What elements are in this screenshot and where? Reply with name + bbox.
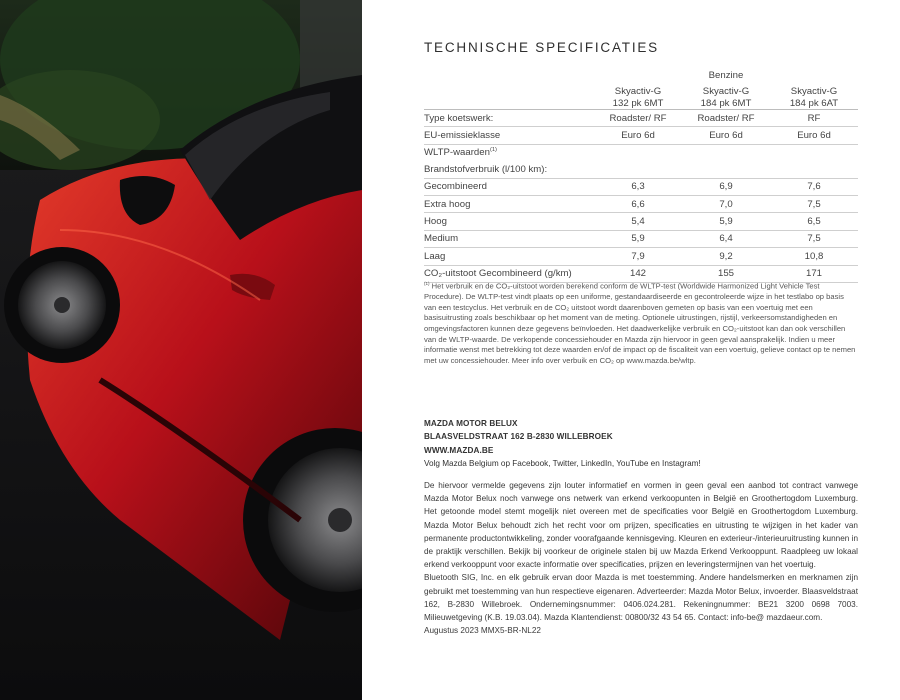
engine-header-row xyxy=(424,83,858,110)
table-row xyxy=(424,144,858,161)
cell-value xyxy=(594,161,682,178)
cell-value: 171 xyxy=(770,265,858,282)
car-photo xyxy=(0,0,362,700)
cell-value: Roadster/ RF xyxy=(682,110,770,127)
red-roadster-illustration xyxy=(0,0,362,700)
table-row xyxy=(424,248,858,265)
cell-value xyxy=(682,144,770,161)
row-label: EU-emissieklasse xyxy=(424,127,594,144)
cell-value: 6,6 xyxy=(594,195,682,212)
legal-disclaimer xyxy=(424,479,858,637)
cell-value: 10,8 xyxy=(770,248,858,265)
trademark-paragraph: Bluetooth SIG, Inc. en elk gebruik ervan door Mazda is met toestemming. Andere handelsmerken en merknamen zijn gebruikt met toestemming van hun respectieve eigenaren. Adverteerder: Mazda Motor Belux, invoerder. Blaasveldstraat 162, B-2830 Willebroek. Ondernemingsnummer: 0406.024.281. Rekeningnummer: BE21 3200 0698 7003. Milieuwetgeving (K.B. 19.03.04). Mazda Klantendienst: 00800/32 43 54 65. Contact: info-be@ mazdaeur.com. xyxy=(424,573,858,623)
edition-line: Augustus 2023 MMX5-BR-NL22 xyxy=(424,626,541,636)
cell-value: 7,6 xyxy=(770,178,858,195)
cell-value: Euro 6d xyxy=(770,127,858,144)
company-name: MAZDA MOTOR BELUX xyxy=(424,419,518,428)
cell-value xyxy=(682,161,770,178)
cell-value: 142 xyxy=(594,265,682,282)
table-row xyxy=(424,195,858,212)
row-label: CO₂-uitstoot Gecombineerd (g/km) xyxy=(424,265,594,282)
footnote-mark: (1) xyxy=(424,281,430,286)
fuel-type-header: Benzine xyxy=(708,69,744,81)
website-link[interactable]: WWW.MAZDA.BE xyxy=(424,445,494,455)
table-row xyxy=(424,213,858,230)
engine-column-header: Skyactiv-G 132 pk 6MT xyxy=(594,83,682,110)
cell-value: 7,5 xyxy=(770,195,858,212)
cell-value: 7,9 xyxy=(594,248,682,265)
cell-value: 9,2 xyxy=(682,248,770,265)
address-block xyxy=(424,417,858,471)
engine-column-header: Skyactiv-G 184 pk 6MT xyxy=(682,83,770,110)
cell-value: 6,9 xyxy=(682,178,770,195)
wltp-footnote xyxy=(424,279,858,366)
footnote-marker: (1) xyxy=(489,147,497,154)
social-text: Volg Mazda Belgium op Facebook, Twitter, LinkedIn, YouTube en Instagram! xyxy=(424,459,701,469)
spec-table xyxy=(424,67,858,283)
cell-value: 155 xyxy=(682,265,770,282)
street-address: BLAASVELDSTRAAT 162 B-2830 WILLEBROEK xyxy=(424,432,613,442)
row-label: Laag xyxy=(424,248,594,265)
cell-value xyxy=(594,144,682,161)
cell-value: 7,0 xyxy=(682,195,770,212)
table-row xyxy=(424,178,858,195)
cell-value: Euro 6d xyxy=(594,127,682,144)
row-label: WLTP-waarden$^{(1)}$ xyxy=(424,147,497,159)
cell-value: 7,5 xyxy=(770,230,858,247)
row-label: Extra hoog xyxy=(424,195,594,212)
table-row xyxy=(424,230,858,247)
cell-value: 5,9 xyxy=(682,213,770,230)
footnote-text: Het verbruik en de CO₂-uitstoot worden berekend conform de WLTP-test (Worldwide Harmonized Light Vehicle Test Procedure). De WLTP-test vindt plaats op een uniforme, gestandaardiseerde en gecontroleerde wijze in het testlabo op basis van een testcyclus. Het verbruik en de CO₂ uitstoot wordt daarenboven gemeten op basis van een voertuig met een basisuitrusting zoals beschikbaar op het moment van de meting. Optionele uitrustingen, rijstijl, verkeersomstandigheden en omgevingsfactoren kunnen deze gegevens beïnvloeden. Het daadwerkelijke verbruik en CO₂-uitstoot kan dan ook verschillen van de WLTP-waarde. De verkopende concessiehouder en Mazda zijn hiervoor in geen geval aansprakelijk. Indien u meer informatie wenst met betrekking tot deze waarden en/of de impact op de fiscaliteit van een voertuig, gelieve contact op te nemen met uw concessiehouder. Meer info over verbuik en CO₂ op www.mazda.be/wltp. xyxy=(424,281,856,365)
cell-value xyxy=(770,144,858,161)
cell-value: 6,4 xyxy=(682,230,770,247)
table-row xyxy=(424,161,858,178)
row-label: Type koetswerk: xyxy=(424,110,594,127)
cell-value: Euro 6d xyxy=(682,127,770,144)
page-title: TECHNISCHE SPECIFICATIES xyxy=(424,40,659,55)
row-label: Brandstofverbruik (l/100 km): xyxy=(424,161,594,178)
cell-value: Roadster/ RF xyxy=(594,110,682,127)
table-row xyxy=(424,110,858,127)
cell-value: 6,5 xyxy=(770,213,858,230)
cell-value: 5,9 xyxy=(594,230,682,247)
cell-value: 5,4 xyxy=(594,213,682,230)
row-label: Hoog xyxy=(424,213,594,230)
cell-value xyxy=(770,161,858,178)
fuel-header-row xyxy=(424,67,858,83)
engine-column-header: Skyactiv-G 184 pk 6AT xyxy=(770,83,858,110)
row-label: Medium xyxy=(424,230,594,247)
row-label: Gecombineerd xyxy=(424,178,594,195)
table-row xyxy=(424,127,858,144)
cell-value: RF xyxy=(770,110,858,127)
disclaimer-paragraph: De hiervoor vermelde gegevens zijn louter informatief en vormen in geen geval een aanbod tot contract vanwege Mazda Motor Belux noch vanwege ons netwerk van erkend verkoopunten in België en Groothertogdom Luxemburg. Het getoonde model stemt mogelijk niet overeen met de specificaties voor België en Groothertogdom Luxemburg. Mazda Motor Belux behoudt zich het recht voor om prijzen, specificaties en uitrusting te wijzigen in het kader van permanente productontwikkeling, zonder voorafgaande kennisgeving. Kleuren en exterieur-/interieuruitrusting kunnen in de praktijk verschillen. Bekijk bij voorkeur de originele stalen bij uw Mazda Erkend Verkooppunt. Raadpleeg uw lokaal erkend verkooppunt voor exacte informatie over specificaties, prijzen en leveringstermijnen van het voertuig. xyxy=(424,481,858,570)
cell-value: 6,3 xyxy=(594,178,682,195)
